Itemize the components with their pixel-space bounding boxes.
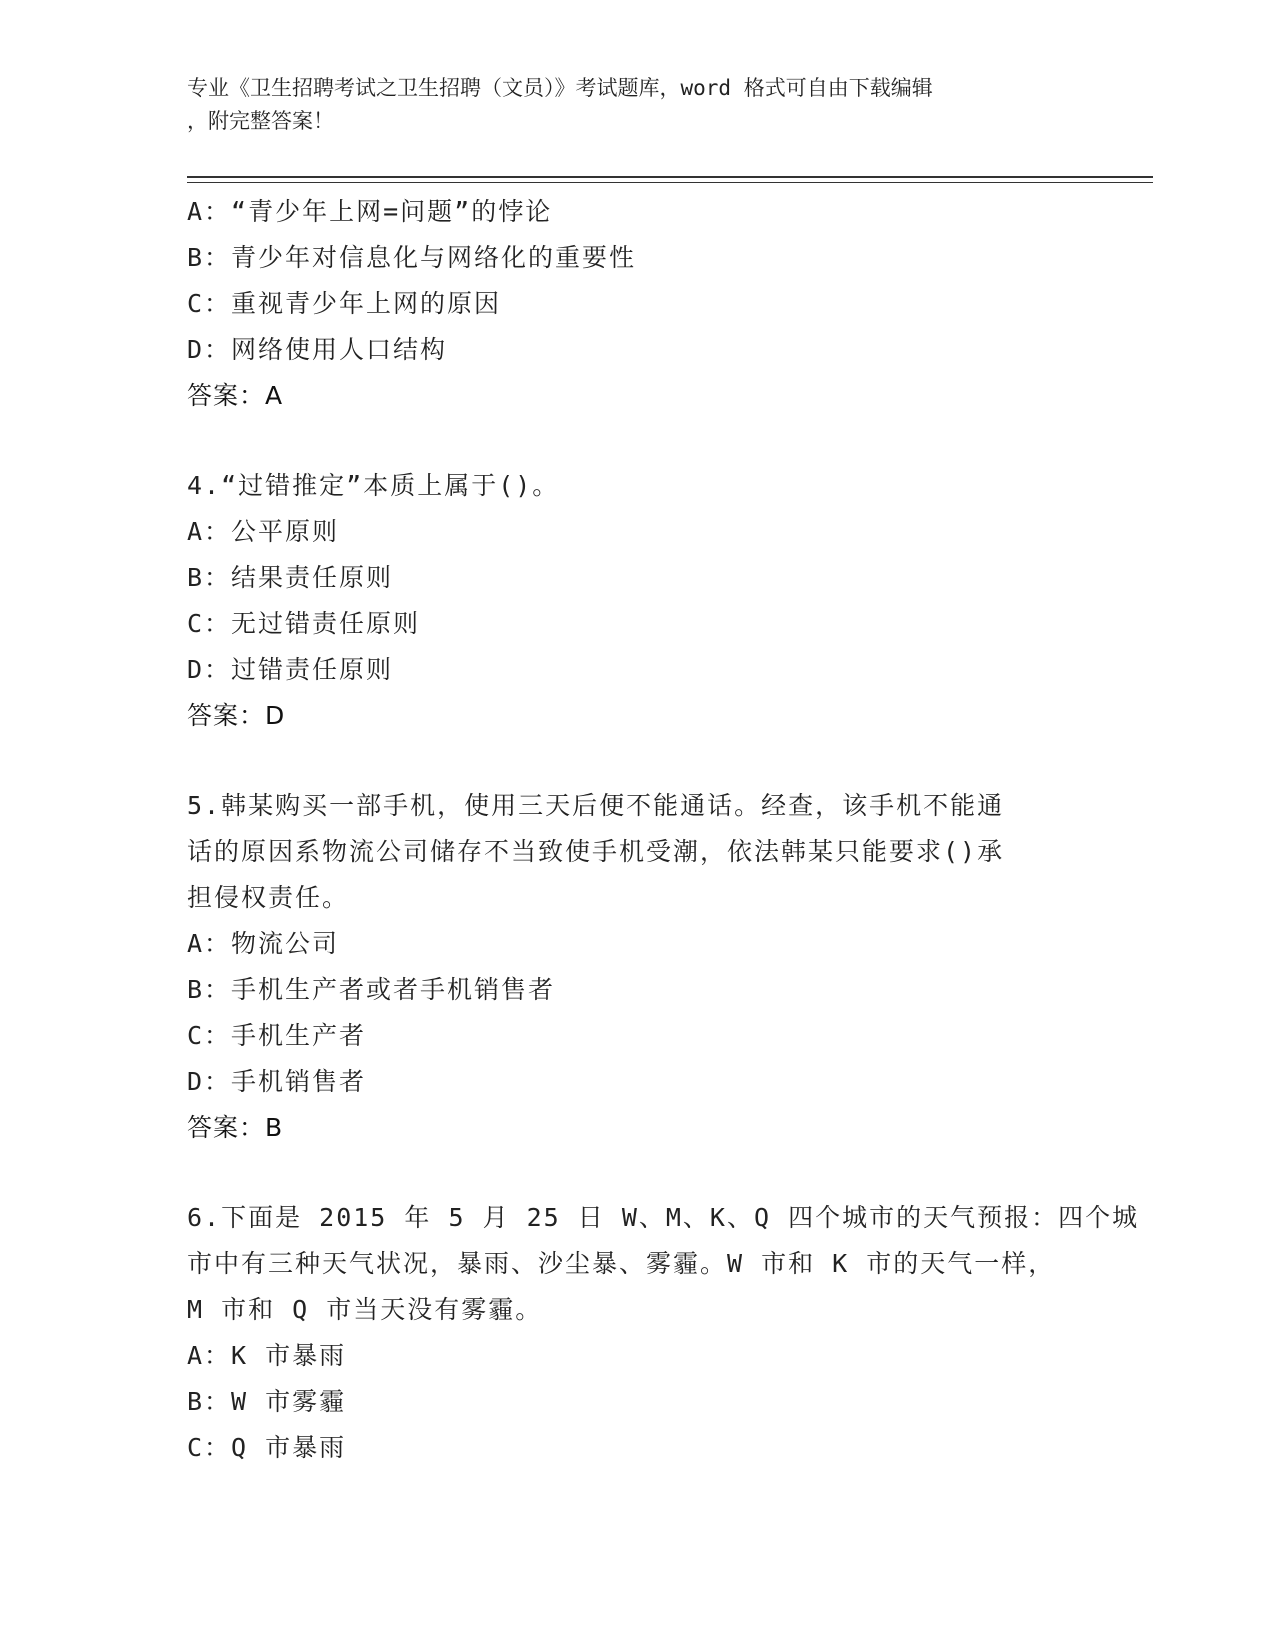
answer: 答案：D [187, 701, 286, 730]
question-list [187, 189, 1140, 1471]
option-c: C：重视青少年上网的原因 [187, 289, 502, 318]
question-6 [187, 1195, 1140, 1471]
option-a: A：物流公司 [187, 929, 340, 958]
question-stem-line: 5.韩某购买一部手机，使用三天后便不能通话。经查，该手机不能通 [187, 791, 1005, 820]
spacer [187, 419, 1067, 463]
header-line-2: ，附完整答案！ [187, 109, 334, 133]
question-3 [187, 189, 1067, 419]
option-b: B：结果责任原则 [187, 563, 394, 592]
option-a: A：K 市暴雨 [187, 1341, 347, 1370]
question-4 [187, 463, 1067, 739]
option-c: C：手机生产者 [187, 1021, 367, 1050]
option-a: A：“青少年上网=问题”的悖论 [187, 197, 553, 226]
option-c: C：无过错责任原则 [187, 609, 421, 638]
question-stem: 4.“过错推定”本质上属于()。 [187, 471, 560, 500]
spacer [187, 1151, 1067, 1195]
document-header [187, 72, 1067, 138]
question-stem-line: 市中有三种天气状况，暴雨、沙尘暴、雾霾。W 市和 K 市的天气一样， [187, 1249, 1056, 1278]
option-d: D：过错责任原则 [187, 655, 394, 684]
option-d: D：手机销售者 [187, 1067, 367, 1096]
option-d: D：网络使用人口结构 [187, 335, 448, 364]
question-stem-line: 6.下面是 2015 年 5 月 25 日 W、M、K、Q 四个城市的天气预报：四个城 [187, 1203, 1140, 1232]
question-5 [187, 783, 1067, 1151]
option-b: B：手机生产者或者手机销售者 [187, 975, 556, 1004]
question-stem-line: 话的原因系物流公司储存不当致使手机受潮，依法韩某只能要求()承 [187, 837, 1005, 866]
answer: 答案：B [187, 1113, 284, 1142]
option-b: B：W 市雾霾 [187, 1387, 347, 1416]
header-divider-thin [187, 182, 1153, 183]
question-stem-line: 担侵权责任。 [187, 883, 350, 912]
header-line-1: 专业《卫生招聘考试之卫生招聘（文员）》考试题库，word 格式可自由下载编辑 [187, 76, 933, 100]
header-divider-thick [187, 176, 1153, 178]
spacer [187, 739, 1067, 783]
question-stem-line: M 市和 Q 市当天没有雾霾。 [187, 1295, 543, 1324]
answer: 答案：A [187, 381, 284, 410]
option-b: B：青少年对信息化与网络化的重要性 [187, 243, 637, 272]
option-c: C：Q 市暴雨 [187, 1433, 347, 1462]
option-a: A：公平原则 [187, 517, 340, 546]
